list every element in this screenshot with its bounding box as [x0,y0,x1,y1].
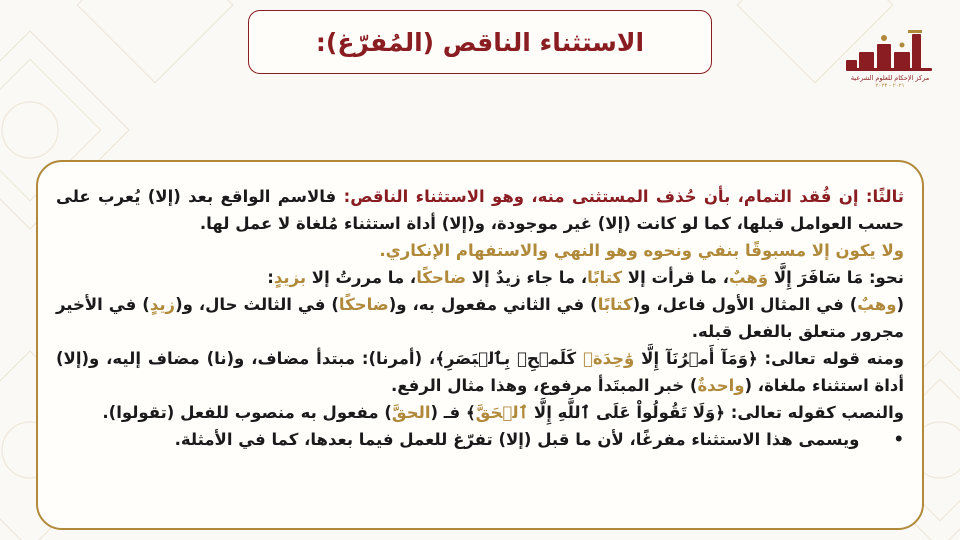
title-banner [248,10,712,74]
explanation-text-4: ) في الثالث حال، و( [175,295,339,314]
verse1-text-3: ) خبر المبتَدأ مرفوع، وهذا مثال الرفع. [390,376,698,395]
example-word-1: وَهبٌ [728,268,769,287]
examples-text-3: ، ما جاء زيدٌ إلا [466,268,588,287]
verse-example-nasb [56,399,904,426]
example-word-3: ضاحكًا [416,268,467,287]
verse1-word-1: وَٰحِدَةٞ [582,349,635,368]
verse2-word-1: ٱلۡحَقَّ [475,403,529,422]
logo-tagline: ٢٠٢١ - ٢٠٢٣ [875,83,905,89]
verse1-text-2: كَلَمۡحِۭ بِٱلۡبَصَرِ﴾، (أمرنا): مبتدأ مضاف، و(نا) مضاف إليه، و(إلا) أداة استثناء ملغاة، ( [56,349,904,395]
verse-example-raf [56,345,904,399]
paragraph-definition [56,183,904,237]
explanation-text-3: ) في الثاني مفعول به، و( [388,295,598,314]
page-title: الاستثناء الناقص (المُفرّغ): [315,27,645,57]
verse1-word-2: واحدةٌ [697,376,745,395]
examples-text-5: : [267,268,274,287]
verse2-word-2: الحقَّ [391,403,431,422]
brand-logo [844,30,936,94]
definition-text: فالاسم الواقع بعد (إلا) يُعرب على حسب العوامل قبلها، كما لو كانت (إلا) غير موجودة، و(إلا) أداة استثناء مُلغاة لا عمل لها. [56,187,904,233]
examples-text-2: ، ما قرأت إلا [622,268,729,287]
bullet-item [56,426,904,453]
explanation-text-2: ) في المثال الأول فاعل، و( [632,295,858,314]
verse1-text-1: ومنه قوله تعالى: ﴿وَمَآ أَمۡرُنَآ إِلَّا [634,349,904,368]
examples-text-1: نحو: مَا سَافَرَ إِلَّا [768,268,904,287]
explanation-word-3: ضاحكًا [338,295,389,314]
explanation-text-5: ) في الأخير مجرور متعلق بالفعل قبله. [56,295,904,341]
examples-text-4: ، ما مررتُ إلا [306,268,417,287]
bullet-text: ويسمى هذا الاستثناء مفرغًا، لأن ما قبل (إلا) تفرّغ للعمل فيما بعدها، كما في الأمثلة. [174,430,860,449]
explanation-word-1: وهبٌ [857,295,897,314]
logo-subtitle: مركز الإحكام للعلوم الشرعية [850,74,930,82]
logo-mark-icon [844,30,936,74]
condition-note: ولا يكون إلا مسبوقًا بنفي ونحوه وهو النهي والاستفهام الإنكاري. [379,241,904,260]
explanation-text-1: ( [896,295,904,314]
explanation-word-2: كتابًا [597,295,633,314]
explanation-paragraph [56,291,904,345]
example-word-4: بزيدٍ [273,268,307,287]
bullet-icon: • [893,430,904,449]
verse2-text-3: ) مفعول به منصوب للفعل (تقولوا). [102,403,392,422]
verse2-text-2: ﴾ فـ ( [430,403,476,422]
definition-heading: ثالثًا: إن فُقد التمام، بأن حُذف المستثنى منه، وهو الاستثناء الناقص: [343,187,904,206]
example-word-2: كتابًا [587,268,623,287]
verse2-text-1: والنصب كقوله تعالى: ﴿وَلَا تَقُولُواْ عَلَى ٱللَّهِ إِلَّا [528,403,904,422]
examples-line [56,264,904,291]
explanation-word-4: زيدٍ [149,295,176,314]
lesson-body [56,183,904,453]
